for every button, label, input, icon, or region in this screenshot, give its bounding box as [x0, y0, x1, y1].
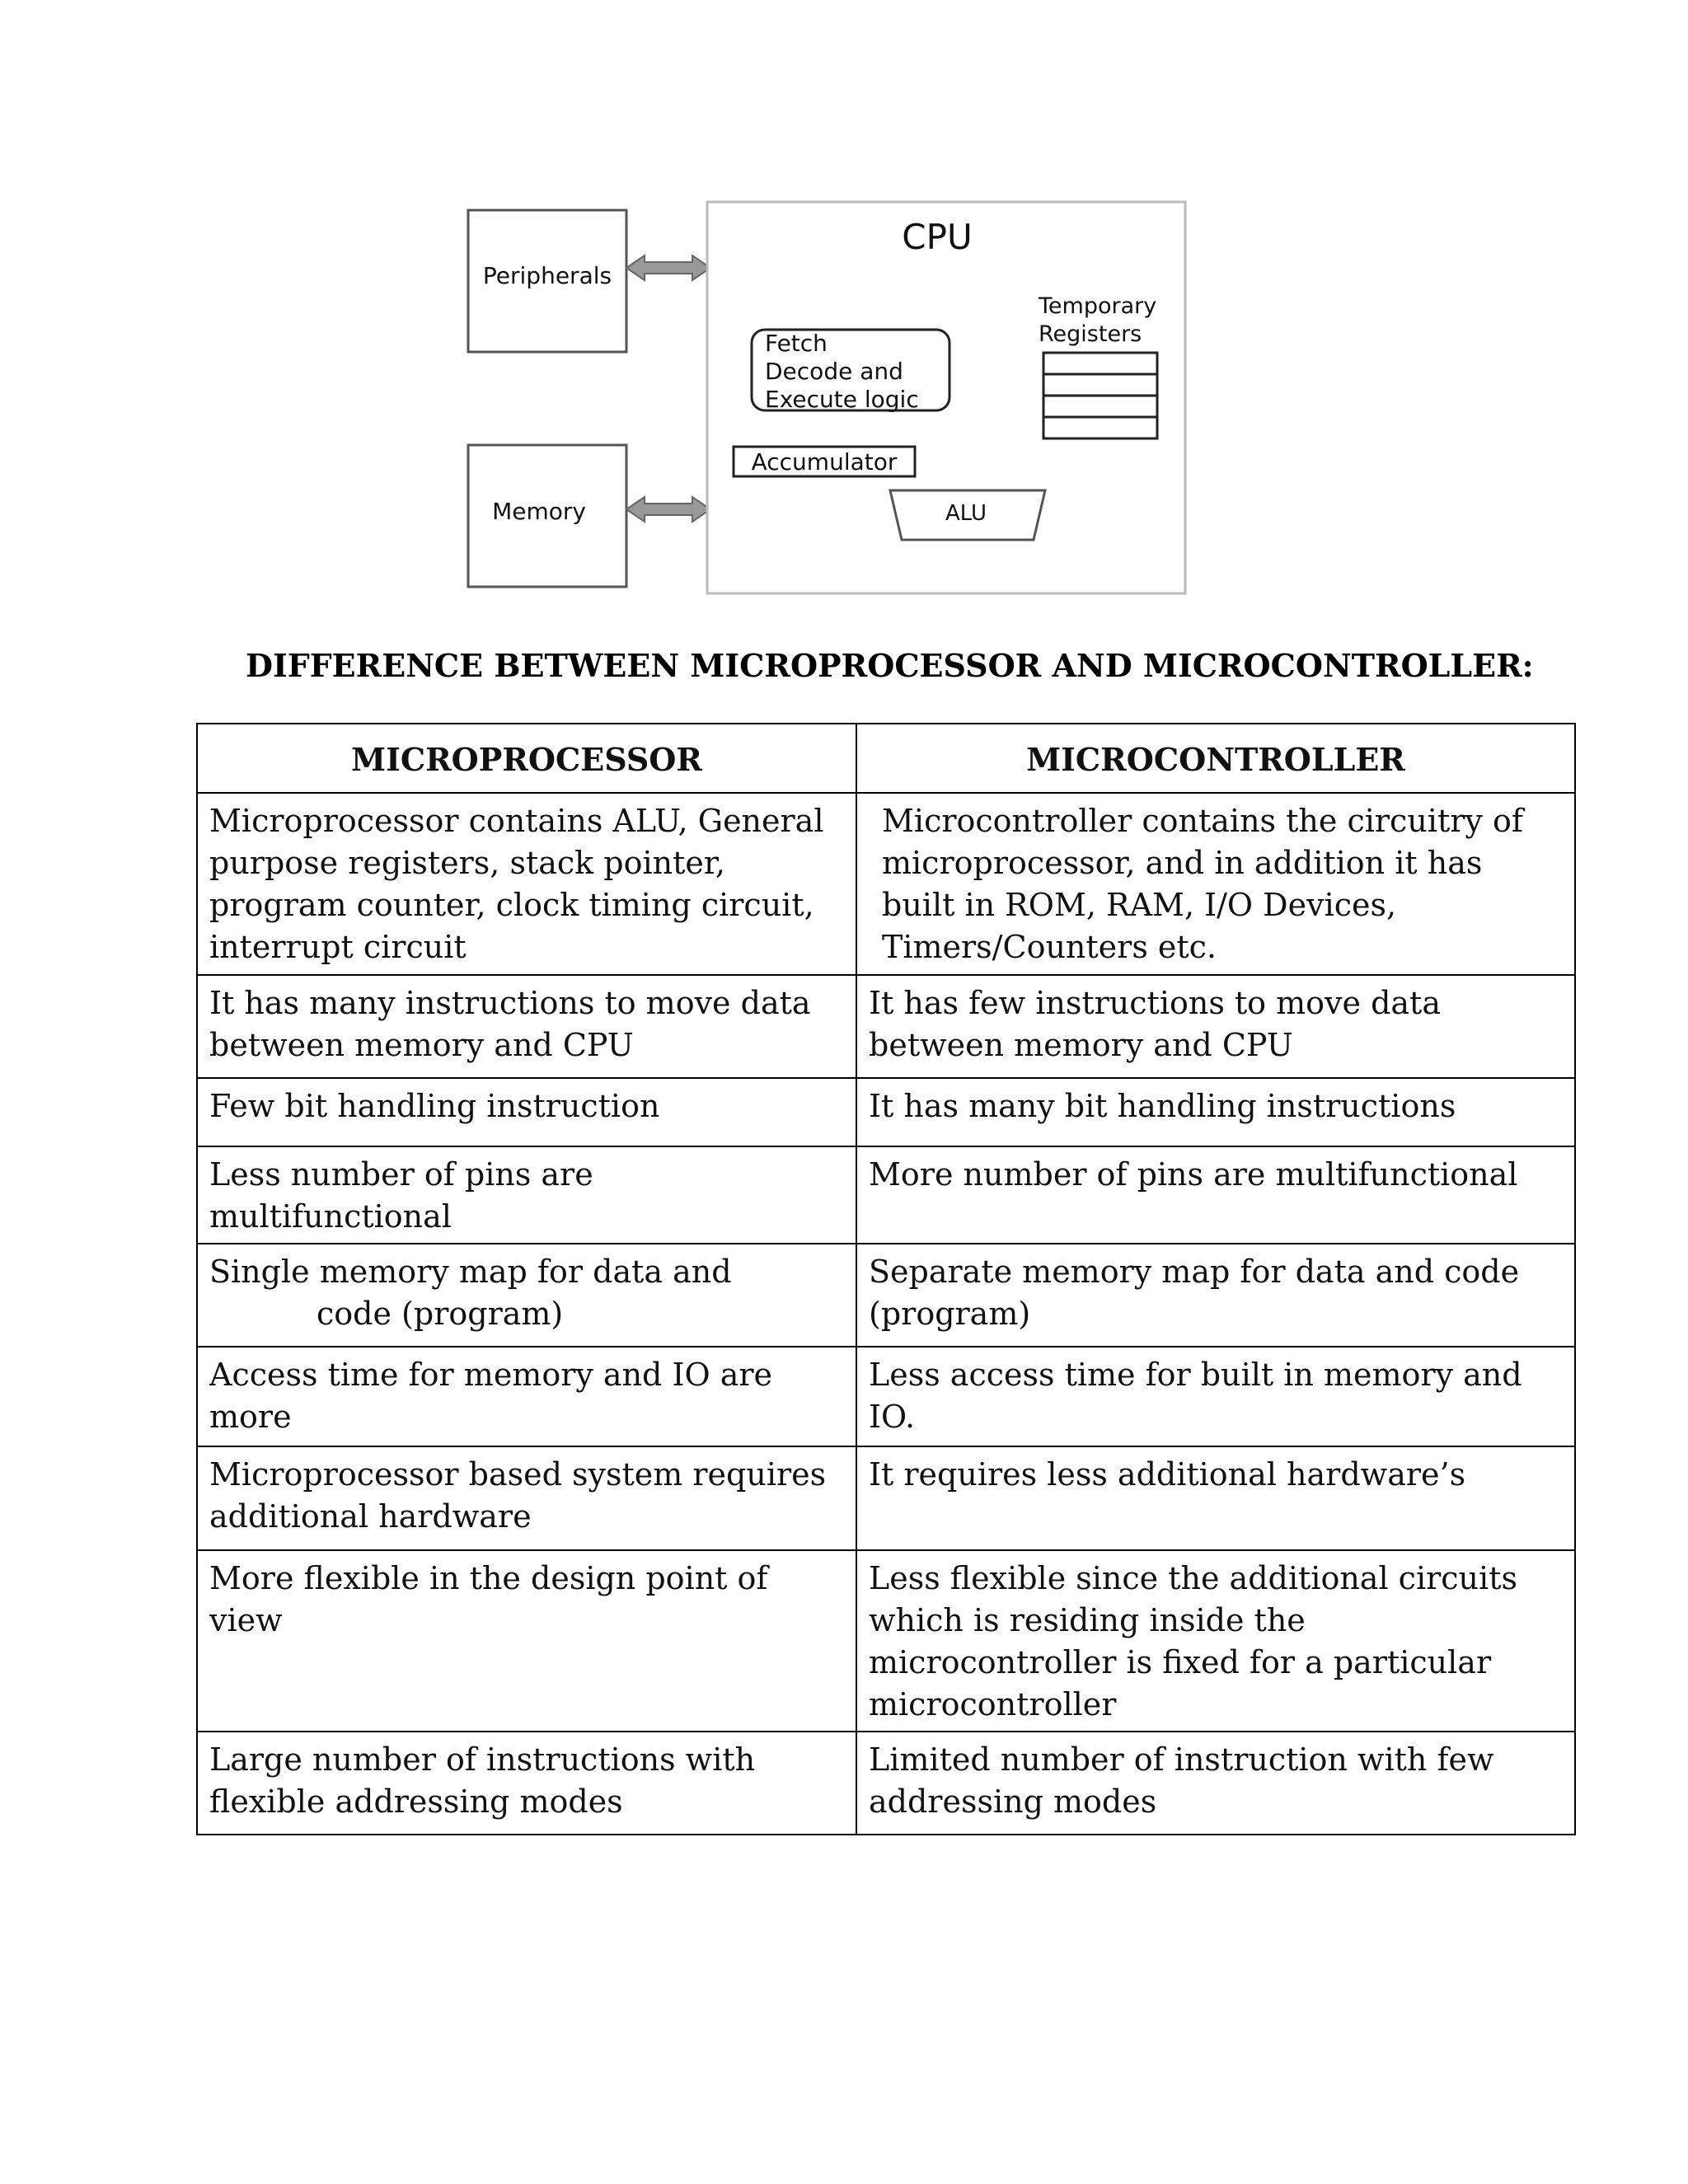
- cell-microprocessor-line2: code (program): [316, 1296, 564, 1332]
- peripherals-arrow: [626, 255, 710, 280]
- header-microprocessor: MICROPROCESSOR: [197, 724, 856, 793]
- cell-microcontroller: It has many bit handling instructions: [856, 1078, 1575, 1146]
- cell-microcontroller: Less flexible since the additional circuits which is residing inside the microcontroller is fixed for a particular microcontroller: [856, 1550, 1575, 1732]
- cpu-label: CPU: [902, 217, 973, 257]
- cell-microcontroller: It has few instructions to move data between memory and CPU: [856, 975, 1575, 1078]
- cell-microcontroller: Limited number of instruction with few addressing modes: [856, 1732, 1575, 1835]
- comparison-table: [196, 723, 1576, 1835]
- cell-microcontroller: Microcontroller contains the circuitry of microprocessor, and in addition it has built in ROM, RAM, I/O Devices, Timers/Counters etc.: [856, 793, 1575, 975]
- cell-microprocessor: Large number of instructions with flexible addressing modes: [197, 1732, 856, 1835]
- table-row: [197, 1732, 1575, 1835]
- cell-microcontroller: It requires less additional hardware’s: [856, 1446, 1575, 1550]
- table-row: [197, 1078, 1575, 1146]
- cell-microprocessor: Access time for memory and IO are more: [197, 1347, 856, 1446]
- cell-microcontroller: More number of pins are multifunctional: [856, 1146, 1575, 1244]
- table-row: [197, 1244, 1575, 1347]
- table-row: [197, 1347, 1575, 1446]
- cell-microcontroller: Separate memory map for data and code (program): [856, 1244, 1575, 1347]
- cell-microprocessor: [197, 1244, 856, 1347]
- cell-microprocessor: Less number of pins are multifunctional: [197, 1146, 856, 1244]
- table-row: [197, 1146, 1575, 1244]
- cell-microprocessor: Few bit handling instruction: [197, 1078, 856, 1146]
- alu-label: ALU: [945, 501, 987, 526]
- table-row: [197, 975, 1575, 1078]
- cell-microprocessor-line1: Single memory map for data and: [209, 1254, 732, 1290]
- header-microcontroller: MICROCONTROLLER: [856, 724, 1575, 793]
- decode-label: Decode and: [765, 358, 903, 385]
- table-row: [197, 1550, 1575, 1732]
- fetch-label: Fetch: [765, 330, 828, 357]
- cell-microprocessor: Microprocessor based system requires additional hardware: [197, 1446, 856, 1550]
- accumulator-label: Accumulator: [751, 448, 898, 476]
- cell-microprocessor: More flexible in the design point of view: [197, 1550, 856, 1732]
- temp-registers-stack: [1043, 353, 1157, 438]
- table-row: [197, 1446, 1575, 1550]
- cell-microcontroller: Less access time for built in memory and IO.: [856, 1347, 1575, 1446]
- memory-arrow: [626, 497, 710, 522]
- table-header-row: [197, 724, 1575, 793]
- peripherals-label: Peripherals: [482, 262, 612, 289]
- temp-registers-label-2: Registers: [1039, 321, 1142, 347]
- section-heading: DIFFERENCE BETWEEN MICROPROCESSOR AND MICROCONTROLLER:: [246, 647, 1534, 684]
- execute-label: Execute logic: [765, 386, 919, 413]
- cell-microprocessor: It has many instructions to move data between memory and CPU: [197, 975, 856, 1078]
- table-row: [197, 793, 1575, 975]
- cpu-block-diagram: [462, 198, 1195, 610]
- memory-label: Memory: [492, 498, 586, 525]
- temp-registers-label-1: Temporary: [1039, 293, 1157, 319]
- cell-microprocessor: Microprocessor contains ALU, General purpose registers, stack pointer, program counter, clock timing circuit, interrupt circuit: [197, 793, 856, 975]
